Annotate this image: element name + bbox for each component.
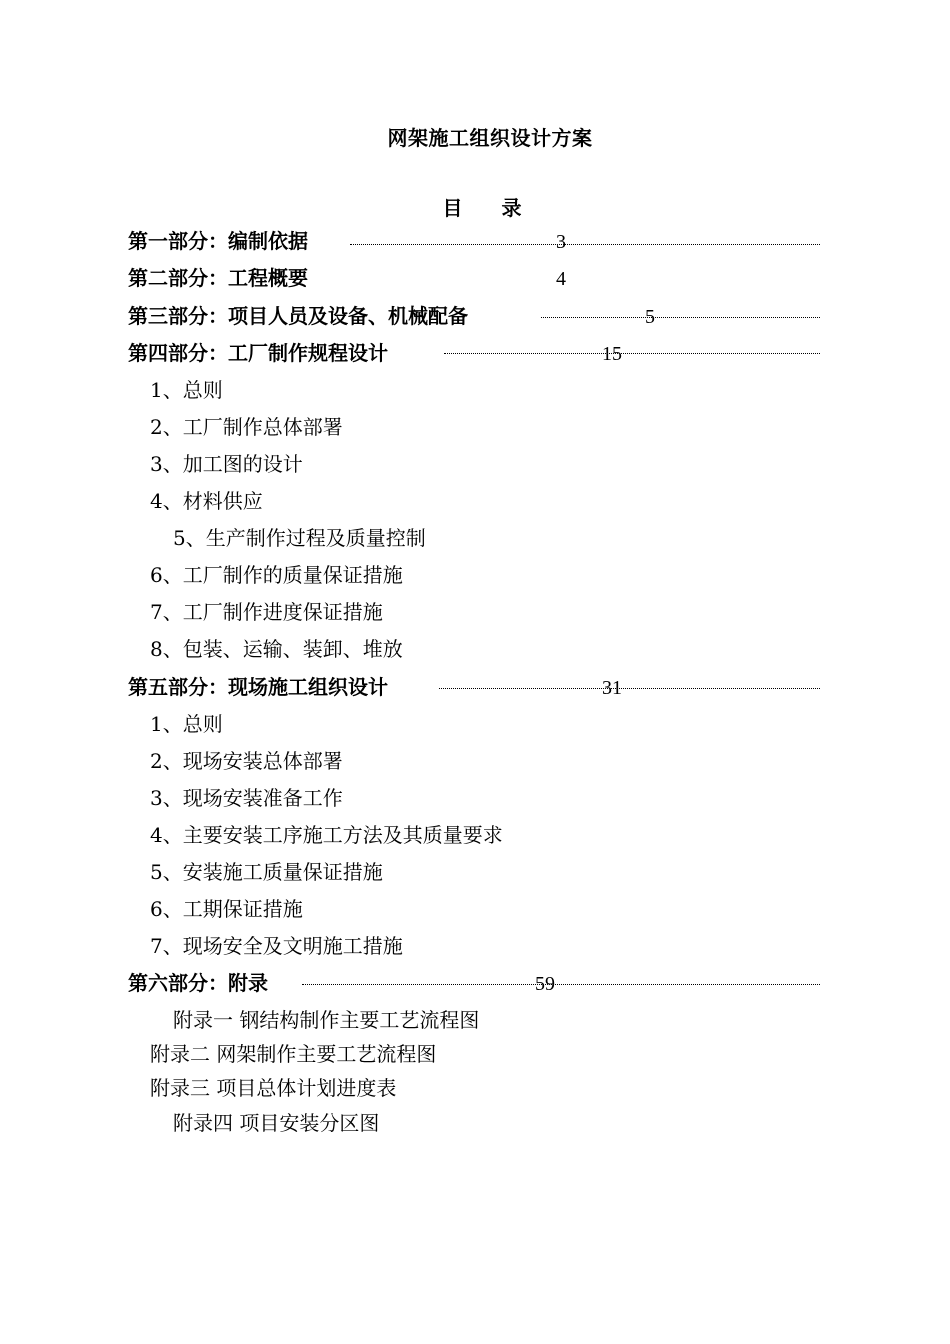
toc-part-1-page: 3 <box>556 231 566 253</box>
toc-part-2-page: 4 <box>556 268 566 290</box>
toc-part-5-leader <box>439 688 820 689</box>
toc-part-5-item[interactable]: 7、现场安全及文明施工措施 <box>150 934 403 958</box>
toc-part-6-label[interactable]: 第六部分：附录 <box>128 971 268 995</box>
toc-appendix-item[interactable]: 附录三 项目总体计划进度表 <box>150 1076 397 1100</box>
toc-appendix-item[interactable]: 附录二 网架制作主要工艺流程图 <box>150 1042 437 1066</box>
toc-part-5-item[interactable]: 2、现场安装总体部署 <box>150 749 343 773</box>
toc-part-5-page: 31 <box>602 677 622 699</box>
toc-part-4-item[interactable]: 2、工厂制作总体部署 <box>150 415 343 439</box>
toc-part-5-item[interactable]: 4、主要安装工序施工方法及其质量要求 <box>150 823 503 847</box>
toc-heading: 目 录 <box>442 196 538 220</box>
toc-part-4-item[interactable]: 7、工厂制作进度保证措施 <box>150 600 383 624</box>
toc-part-4-item[interactable]: 6、工厂制作的质量保证措施 <box>150 563 403 587</box>
toc-part-4-item[interactable]: 8、包装、运输、装卸、堆放 <box>150 637 403 661</box>
toc-part-6-leader <box>302 984 820 985</box>
toc-part-4-item[interactable]: 1、总则 <box>150 378 223 402</box>
toc-part-4-item[interactable]: 5、生产制作过程及质量控制 <box>173 526 426 550</box>
toc-part-6-page: 59 <box>535 973 555 995</box>
toc-part-3-label[interactable]: 第三部分：项目人员及设备、机械配备 <box>128 304 468 328</box>
toc-part-4-item[interactable]: 4、材料供应 <box>150 489 263 513</box>
toc-part-4-page: 15 <box>602 343 622 365</box>
toc-part-5-item[interactable]: 1、总则 <box>150 712 223 736</box>
toc-part-5-item[interactable]: 6、工期保证措施 <box>150 897 303 921</box>
toc-part-4-label[interactable]: 第四部分：工厂制作规程设计 <box>128 341 388 365</box>
toc-part-5-item[interactable]: 5、安装施工质量保证措施 <box>150 860 383 884</box>
toc-appendix-item[interactable]: 附录一 钢结构制作主要工艺流程图 <box>173 1008 480 1032</box>
toc-part-4-item[interactable]: 3、加工图的设计 <box>150 452 303 476</box>
toc-part-5-item[interactable]: 3、现场安装准备工作 <box>150 786 343 810</box>
toc-part-2-label[interactable]: 第二部分：工程概要 <box>128 266 308 290</box>
toc-part-1-leader <box>350 244 820 245</box>
document-title: 网架施工组织设计方案 <box>387 126 593 150</box>
toc-part-5-label[interactable]: 第五部分：现场施工组织设计 <box>128 675 388 699</box>
toc-part-3-leader <box>541 317 820 318</box>
toc-part-3-page: 5 <box>645 306 655 328</box>
toc-part-1-label[interactable]: 第一部分：编制依据 <box>128 229 308 253</box>
toc-appendix-item[interactable]: 附录四 项目安装分区图 <box>173 1111 380 1135</box>
toc-part-4-leader <box>444 353 820 354</box>
